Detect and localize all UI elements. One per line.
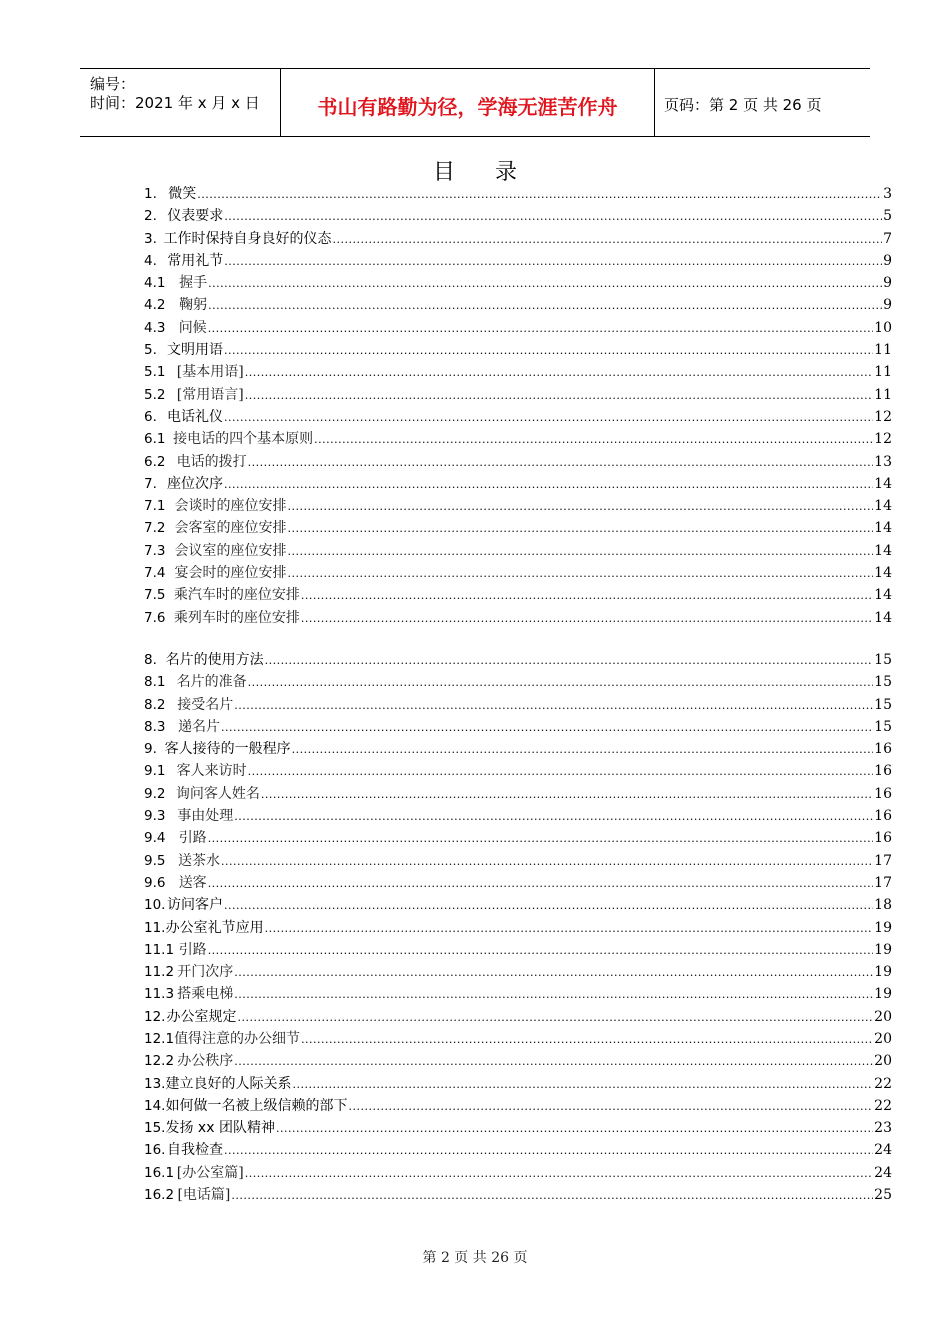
toc-leader-dots: [234, 962, 873, 984]
toc-entry-label: 值得注意的办公细节: [174, 1030, 301, 1047]
toc-entry-page: 24: [874, 1142, 892, 1159]
toc-leader-dots: [332, 229, 882, 251]
toc-entry-page: 23: [874, 1120, 892, 1137]
toc-entry-number: 7.5: [144, 587, 166, 604]
toc-leader-dots: [288, 518, 874, 540]
toc-entry-label: 乘汽车时的座位安排: [173, 587, 300, 604]
toc-entry[interactable]: [144, 183, 892, 205]
toc-entry-number: 5.1: [144, 364, 166, 381]
toc-entry-page: 9: [883, 252, 892, 269]
toc-entry-page: 20: [874, 1030, 892, 1047]
toc-entry[interactable]: [144, 939, 892, 961]
toc-leader-dots: [224, 340, 873, 362]
toc-leader-dots: [238, 1007, 874, 1029]
toc-entry[interactable]: [144, 384, 892, 406]
toc-entry[interactable]: [144, 827, 892, 849]
toc-entry-page: 11: [874, 364, 892, 381]
toc-entry[interactable]: [144, 540, 892, 562]
toc-entry-page: 11: [874, 342, 892, 359]
toc-entry-number: 16.: [144, 1142, 166, 1159]
toc-leader-dots: [288, 496, 874, 518]
toc-leader-dots: [208, 873, 873, 895]
toc-entry-page: 17: [874, 852, 892, 869]
toc-entry-number: 7.4: [144, 565, 166, 582]
toc-entry-page: 14: [874, 587, 892, 604]
toc-leader-dots: [234, 806, 873, 828]
toc-entry-number: 6.1: [144, 431, 166, 448]
toc-entry[interactable]: [144, 1028, 892, 1050]
toc-entry-number: 12.2: [144, 1053, 175, 1070]
toc-entry[interactable]: [144, 671, 892, 693]
toc-entry-page: 15: [874, 674, 892, 691]
header-meta-cell: [80, 69, 280, 136]
toc-entry-label: 递名片: [178, 718, 220, 735]
toc-entry-number: 14.: [144, 1097, 166, 1114]
header-page-info: 页码：第 2 页 共 26 页: [664, 96, 822, 114]
toc-entry[interactable]: [144, 451, 892, 473]
toc-entry-label: 送客: [178, 874, 207, 891]
toc-entry[interactable]: [144, 317, 892, 339]
toc-entry[interactable]: [144, 495, 892, 517]
toc-entry-page: 14: [874, 475, 892, 492]
toc-entry-label: [常用语言]: [176, 386, 244, 403]
toc-entry-page: 19: [874, 964, 892, 981]
toc-leader-dots: [292, 739, 874, 761]
toc-entry[interactable]: [144, 584, 892, 606]
toc-entry[interactable]: [144, 406, 892, 428]
toc-leader-dots: [288, 541, 874, 563]
toc-entry-label: 宴会时的座位安排: [174, 565, 287, 582]
toc-entry-label: 事由处理: [177, 808, 234, 825]
toc-entry[interactable]: [144, 1117, 892, 1139]
toc-entry-page: 22: [874, 1075, 892, 1092]
toc-entry-label: 会客室的座位安排: [174, 520, 287, 537]
toc-entry-page: 15: [874, 651, 892, 668]
toc-entry-page: 16: [874, 741, 892, 758]
header-page-cell: [654, 69, 870, 136]
toc-entry-page: 14: [874, 565, 892, 582]
toc-entry[interactable]: [144, 361, 892, 383]
toc-entry-number: 6.: [144, 408, 157, 425]
toc-entry-page: 10: [874, 319, 892, 336]
toc-entry-number: 9.6: [144, 874, 166, 891]
toc-leader-dots: [276, 1118, 873, 1140]
toc-leader-dots: [224, 1140, 873, 1162]
toc-entry-page: 17: [874, 874, 892, 891]
toc-entry[interactable]: [144, 428, 892, 450]
toc-entry-number: 5.2: [144, 386, 166, 403]
toc-leader-dots: [248, 452, 874, 474]
toc-entry[interactable]: [144, 716, 892, 738]
toc-entry[interactable]: [144, 562, 892, 584]
toc-leader-dots: [261, 784, 873, 806]
toc-entry-number: 11.1: [144, 941, 175, 958]
toc-entry-page: 9: [883, 297, 892, 314]
toc-entry-label: 引路: [178, 941, 207, 958]
toc-entry[interactable]: [144, 649, 892, 671]
toc-entry-number: 5.: [144, 342, 157, 359]
toc-entry[interactable]: [144, 738, 892, 760]
toc-entry[interactable]: [144, 272, 892, 294]
toc-entry-number: 4.3: [144, 319, 166, 336]
toc-entry-number: 3.: [144, 230, 157, 247]
toc-entry-number: 11.: [144, 919, 166, 936]
toc-entry[interactable]: [144, 607, 892, 629]
toc-entry[interactable]: [144, 1006, 892, 1028]
toc-entry[interactable]: [144, 1095, 892, 1117]
toc-entry[interactable]: [144, 983, 892, 1005]
toc-entry-page: 3: [883, 186, 892, 202]
toc-entry-page: 12: [874, 408, 892, 425]
toc-entry[interactable]: [144, 339, 892, 361]
toc-entry-label: 客人接待的一般程序: [164, 741, 291, 758]
toc-entry-number: 7.2: [144, 520, 166, 537]
toc-leader-dots: [224, 206, 882, 228]
toc-entry-page: 20: [874, 1053, 892, 1070]
toc-entry-number: 7.1: [144, 498, 166, 515]
toc-leader-dots: [234, 984, 873, 1006]
toc-entry-label: 工作时保持自身良好的仪态: [163, 230, 332, 247]
toc-entry-number: 9.3: [144, 808, 166, 825]
toc-entry-number: 9.2: [144, 785, 166, 802]
toc-leader-dots: [248, 761, 874, 783]
document-number-label: 编号：: [90, 75, 136, 93]
toc-entry-label: 建立良好的人际关系: [165, 1075, 292, 1092]
toc-entry[interactable]: [144, 783, 892, 805]
toc-entry[interactable]: [144, 694, 892, 716]
toc-entry[interactable]: [144, 1184, 892, 1206]
toc-entry-page: 24: [874, 1164, 892, 1181]
toc-leader-dots: [292, 1074, 873, 1096]
toc-entry-page: 14: [874, 609, 892, 626]
toc-leader-dots: [245, 385, 873, 407]
toc-entry-number: 9.: [144, 741, 157, 758]
toc-entry-label: 名片的准备: [176, 674, 247, 691]
toc-entry-page: 14: [874, 498, 892, 515]
toc-entry-label: 会谈时的座位安排: [174, 498, 287, 515]
toc-entry-label: 搭乘电梯: [177, 986, 234, 1003]
toc-leader-dots: [224, 407, 873, 429]
toc-entry[interactable]: [144, 961, 892, 983]
toc-entry-page: 18: [874, 897, 892, 914]
toc-entry-label: 发扬 xx 团队精神: [165, 1120, 275, 1137]
toc-entry-page: 19: [874, 986, 892, 1003]
toc-leader-dots: [301, 608, 873, 630]
toc-entry[interactable]: [144, 1139, 892, 1161]
toc-entry-label: 鞠躬: [179, 297, 208, 314]
toc-entry-number: 10.: [144, 897, 166, 914]
toc-leader-dots: [248, 672, 874, 694]
toc-entry[interactable]: [144, 228, 892, 250]
toc-entry-label: 引路: [178, 830, 207, 847]
toc-entry-page: 11: [874, 386, 892, 403]
toc-leader-dots: [208, 828, 873, 850]
toc-entry-label: 仪表要求: [167, 208, 224, 225]
toc-entry[interactable]: [144, 1073, 892, 1095]
toc-entry-page: 16: [874, 830, 892, 847]
toc-entry-page: 14: [874, 542, 892, 559]
toc-entry-page: 15: [874, 718, 892, 735]
toc-entry-label: 客人来访时: [176, 763, 247, 780]
toc-entry-label: 办公室规定: [166, 1008, 237, 1025]
toc-entry-page: 9: [883, 275, 892, 292]
toc-leader-dots: [197, 184, 882, 206]
toc-entry-number: 9.5: [144, 852, 166, 869]
toc-entry[interactable]: [144, 250, 892, 272]
toc-entry[interactable]: [144, 1162, 892, 1184]
toc-entry-label: 接电话的四个基本原则: [173, 431, 314, 448]
toc-leader-dots: [301, 1029, 873, 1051]
toc-entry-label: 办公秩序: [177, 1053, 234, 1070]
document-date-label: 时间：2021 年 x 月 x 日: [90, 94, 260, 112]
toc-entry-page: 12: [874, 431, 892, 448]
toc-entry-number: 4.2: [144, 297, 166, 314]
toc-entry-number: 16.1: [144, 1164, 175, 1181]
toc-entry-label: 常用礼节: [167, 252, 224, 269]
toc-entry[interactable]: [144, 1050, 892, 1072]
toc-leader-dots: [221, 717, 873, 739]
toc-entry-number: 9.4: [144, 830, 166, 847]
header-motto-cell: [280, 69, 655, 136]
table-of-contents: [144, 183, 892, 1206]
toc-entry-label: 会议室的座位安排: [174, 542, 287, 559]
toc-entry-number: 7.6: [144, 609, 166, 626]
toc-leader-dots: [265, 918, 874, 940]
toc-entry-number: 9.1: [144, 763, 166, 780]
toc-entry[interactable]: [144, 205, 892, 227]
toc-entry-label: 开门次序: [177, 964, 234, 981]
toc-entry-label: 握手: [179, 275, 208, 292]
toc-entry-label: 自我检查: [167, 1142, 224, 1159]
toc-entry[interactable]: [144, 872, 892, 894]
toc-leader-dots: [288, 563, 874, 585]
toc-entry-label: 办公室礼节应用: [165, 919, 264, 936]
toc-entry-number: 6.2: [144, 453, 166, 470]
toc-leader-dots: [224, 895, 873, 917]
toc-entry-label: 乘列车时的座位安排: [173, 609, 300, 626]
toc-entry[interactable]: [144, 473, 892, 495]
toc-entry-number: 7.3: [144, 542, 166, 559]
toc-leader-dots: [224, 251, 882, 273]
toc-leader-dots: [208, 940, 873, 962]
toc-entry-number: 15.: [144, 1120, 166, 1137]
toc-leader-dots: [224, 474, 873, 496]
toc-leader-dots: [314, 429, 873, 451]
toc-entry[interactable]: [144, 850, 892, 872]
toc-entry-page: 13: [874, 453, 892, 470]
toc-entry-number: 11.3: [144, 986, 175, 1003]
toc-leader-dots: [208, 295, 882, 317]
toc-entry-page: 19: [874, 941, 892, 958]
toc-entry-label: 电话礼仪: [167, 408, 224, 425]
toc-entry[interactable]: [144, 294, 892, 316]
toc-entry-label: [基本用语]: [176, 364, 244, 381]
toc-entry-page: 16: [874, 785, 892, 802]
toc-entry-label: 如何做一名被上级信赖的部下: [165, 1097, 348, 1114]
toc-leader-dots: [265, 650, 874, 672]
toc-entry-page: 22: [874, 1097, 892, 1114]
toc-leader-dots: [208, 318, 873, 340]
toc-leader-dots: [231, 1185, 873, 1207]
toc-entry[interactable]: [144, 760, 892, 782]
toc-entry-number: 2.: [144, 208, 157, 225]
toc-leader-dots: [234, 695, 873, 717]
toc-entry-page: 15: [874, 696, 892, 713]
toc-entry-number: 8.2: [144, 696, 166, 713]
toc-entry-number: 16.2: [144, 1187, 175, 1204]
toc-entry-label: 问候: [178, 319, 207, 336]
toc-entry-number: 4.: [144, 252, 157, 269]
toc-entry-label: 名片的使用方法: [165, 651, 264, 668]
toc-entry-number: 12.1: [144, 1030, 175, 1047]
toc-entry[interactable]: [144, 517, 892, 539]
header-motto: 书山有路勤为径，学海无涯苦作舟: [317, 95, 618, 119]
toc-leader-dots: [301, 585, 873, 607]
toc-entry-page: 7: [883, 230, 892, 247]
toc-entry-page: 20: [874, 1008, 892, 1025]
toc-entry-number: 7.: [144, 475, 157, 492]
toc-entry-number: 13.: [144, 1075, 166, 1092]
toc-entry-label: 座位次序: [167, 475, 224, 492]
toc-entry-page: 5: [883, 208, 892, 225]
toc-entry[interactable]: [144, 917, 892, 939]
toc-leader-dots: [234, 1051, 873, 1073]
toc-entry-label: 接受名片: [177, 696, 234, 713]
toc-leader-dots: [221, 851, 873, 873]
toc-entry-label: [电话篇]: [177, 1187, 231, 1204]
toc-entry-label: 文明用语: [167, 342, 224, 359]
toc-entry-number: 12.: [144, 1008, 166, 1025]
toc-entry-label: 微笑: [168, 186, 197, 202]
toc-leader-dots: [208, 273, 882, 295]
toc-entry-label: 访问客户: [167, 897, 224, 914]
toc-entry-label: 送茶水: [178, 852, 220, 869]
toc-entry[interactable]: [144, 805, 892, 827]
toc-entry-label: 电话的拨打: [176, 453, 247, 470]
toc-entry-page: 16: [874, 808, 892, 825]
toc-entry-page: 25: [874, 1187, 892, 1204]
toc-entry-number: 8.3: [144, 718, 166, 735]
toc-entry-label: 询问客人姓名: [175, 785, 260, 802]
toc-entry-page: 19: [874, 919, 892, 936]
toc-leader-dots: [348, 1096, 873, 1118]
toc-entry-number: 8.1: [144, 674, 166, 691]
toc-entry-page: 16: [874, 763, 892, 780]
toc-entry-number: 8.: [144, 651, 157, 668]
toc-title: 目录: [432, 160, 557, 185]
toc-leader-dots: [245, 362, 873, 384]
page-header: [80, 68, 870, 137]
toc-entry-number: 11.2: [144, 964, 175, 981]
page-footer: 第 2 页 共 26 页: [422, 1250, 528, 1266]
toc-entry-label: [办公室篇]: [176, 1164, 244, 1181]
toc-entry-page: 14: [874, 520, 892, 537]
toc-entry-number: 4.1: [144, 275, 166, 292]
toc-entry-number: 1.: [144, 186, 157, 202]
toc-entry[interactable]: [144, 894, 892, 916]
toc-leader-dots: [245, 1163, 873, 1185]
